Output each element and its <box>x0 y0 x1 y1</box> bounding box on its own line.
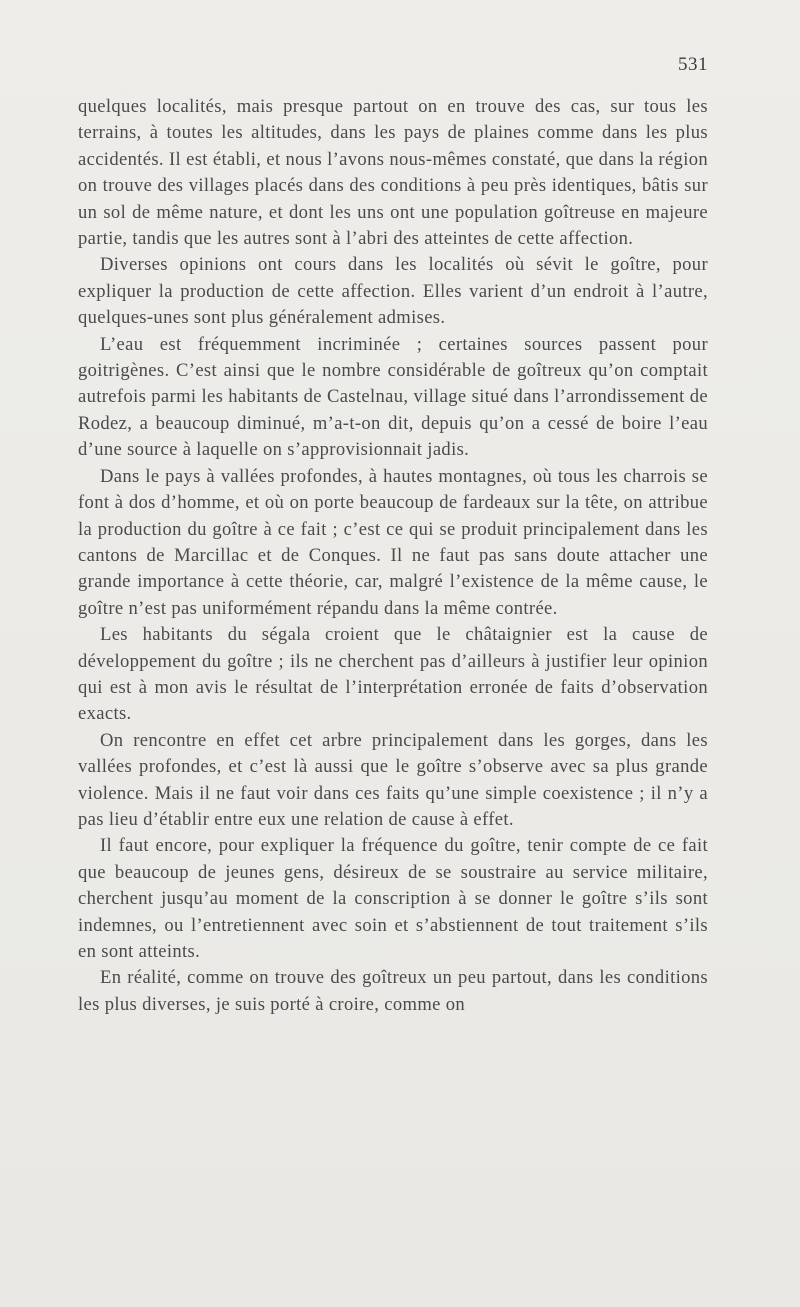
paragraph: On rencontre en effet cet arbre principalement dans les gorges, dans les vallées profondes, et c’est là aussi que le goître s’observe avec sa plus grande violence. Mais il ne faut voir dans ces faits qu’une simple coexistence ; il n’y a pas lieu d’établir entre eux une relation de cause à effet. <box>78 729 708 830</box>
paragraph: Les habitants du ségala croient que le châtaignier est la cause de développement du goître ; ils ne cherchent pas d’ailleurs à justifier leur opinion qui est à mon avis le résultat de l’interprétation erronée de faits d’observation exacts. <box>78 624 708 725</box>
body-text <box>78 94 708 1018</box>
paragraph: Dans le pays à vallées profondes, à hautes montagnes, où tous les charrois se font à dos d’homme, et où on porte beaucoup de fardeaux sur la tête, on attribue la production du goître à ce fait ; c’est ce qui se produit principalement dans les cantons de Marcillac et de Conques. Il ne faut pas sans doute attacher une grande importance à cette théorie, car, malgré l’existence de la même cause, le goître n’est pas uniformément répandu dans la même contrée. <box>78 465 708 619</box>
paragraph: En réalité, comme on trouve des goîtreux un peu partout, dans les conditions les plus diverses, je suis porté à croire, comme on <box>78 967 708 1015</box>
paragraph: Diverses opinions ont cours dans les localités où sévit le goître, pour expliquer la production de cette affection. Elles varient d’un endroit à l’autre, quelques-unes sont plus généralement admises. <box>78 254 708 329</box>
paragraph: Il faut encore, pour expliquer la fréquence du goître, tenir compte de ce fait que beaucoup de jeunes gens, désireux de se soustraire au service militaire, cherchent jusqu’au moment de la conscription à se donner le goître s’ils sont indemnes, ou l’entretiennent avec soin et s’abstiennent de tout traitement s’ils en sont atteints. <box>78 835 708 962</box>
paragraph: L’eau est fréquemment incriminée ; certaines sources passent pour goitrigènes. C’est ainsi que le nombre considérable de goîtreux qu’on comptait autrefois parmi les habitants de Castelnau, village situé dans l’arrondissement de Rodez, a beaucoup diminué, m’a-t-on dit, depuis qu’on a cessé de boire l’eau d’une source à laquelle on s’approvisionnait jadis. <box>78 333 708 461</box>
paragraph: quelques localités, mais presque partout on en trouve des cas, sur tous les terrains, à toutes les altitudes, dans les pays de plaines comme dans les plus accidentés. Il est établi, et nous l’avons nous-mêmes constaté, que dans la région on trouve des villages placés dans des conditions à peu près identiques, bâtis sur un sol de même nature, et dont les uns ont une population goîtreuse en majeure partie, tandis que les autres sont à l’abri des atteintes de cette affection. <box>78 96 708 250</box>
page-number: 531 <box>678 54 708 75</box>
